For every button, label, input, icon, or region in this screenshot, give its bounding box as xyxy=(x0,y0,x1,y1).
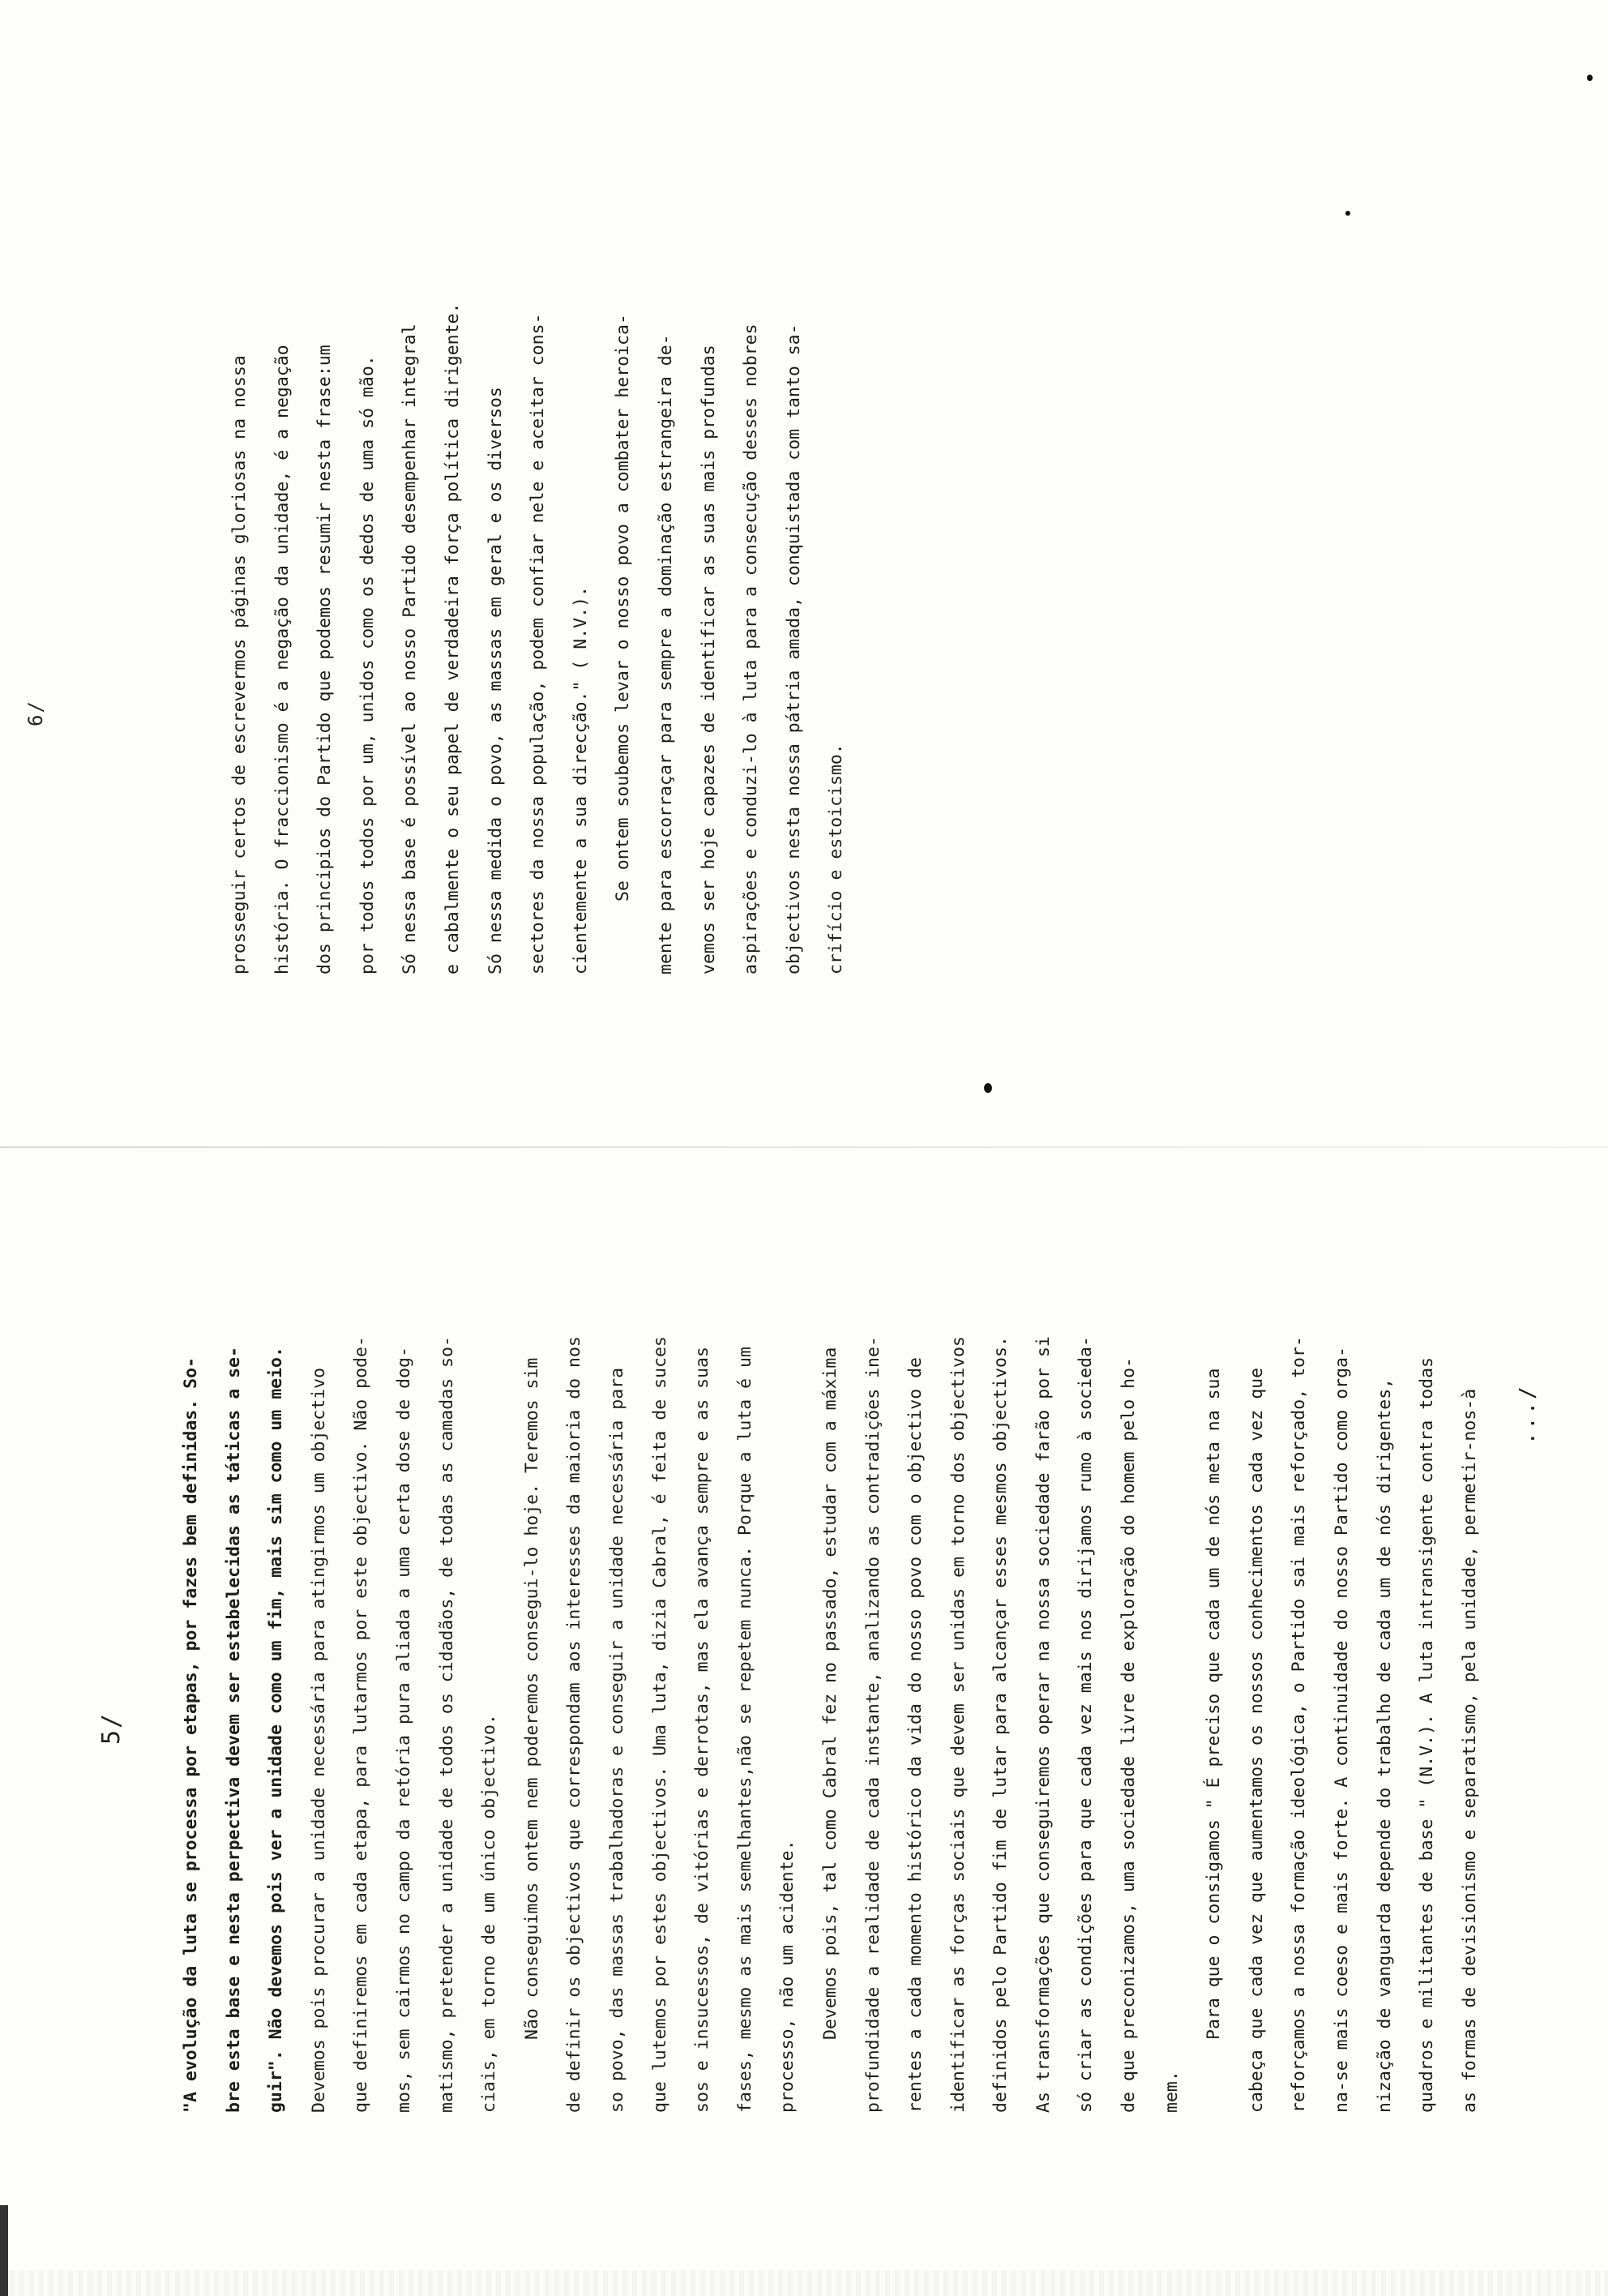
text-line: de que preconizamos, uma sociedade livre de exploração do homem pelo ho- xyxy=(1118,1357,1140,2113)
text-line: dos principios do Partido que podemos resumir nesta frase:um xyxy=(314,345,336,975)
text-line: objectivos nesta nossa pátria amada, conquistada com tanto sa- xyxy=(783,323,804,975)
text-line: mente para escorraçar para sempre a dominação estrangeira de- xyxy=(655,334,676,975)
text-line: so povo, das massas trabalhadoras e conseguir a unidade necessária para xyxy=(606,1367,627,2113)
scan-speck xyxy=(1587,75,1593,81)
text-line: cientemente a sua direcção." ( N.V.). xyxy=(570,586,591,975)
text-line: quadros e militantes de base " (N.V.). A luta intransigente contra todas xyxy=(1417,1357,1438,2113)
text-line: Só nessa medida o povo, as massas em geral e os diversos xyxy=(485,387,506,975)
text-line: Devemos pois procurar a unidade necessária para atingirmos um objectivo xyxy=(308,1367,329,2113)
text-line: "A evolução da luta se processa por etapas, por fazes bem definidas. So- xyxy=(181,1357,201,2113)
right-page-body xyxy=(219,303,858,975)
text-line: fases, mesmo as mais semelhantes,não se repetem nunca. Porque a luta é um xyxy=(734,1347,755,2113)
text-line: rentes a cada momento histórico da vida do nosso povo com o objectivo de xyxy=(905,1357,926,2113)
text-line: Só nessa base é possível ao nosso Partido desempenhar integral xyxy=(400,323,421,975)
text-line: crifício e estoicismo. xyxy=(826,743,847,975)
text-line: na-se mais coeso e mais forte. A continuidade do nosso Partido como orga- xyxy=(1332,1347,1353,2113)
text-line: Não conseguimos ontem nem poderemos consegui-lo hoje. Teremos sim xyxy=(521,1357,542,2040)
text-line: bre esta base e nesta perpectiva devem ser estabelecidas as táticas a se- xyxy=(223,1347,244,2113)
text-line: processo, não um acidente. xyxy=(777,1840,798,2113)
scan-speck xyxy=(984,1083,992,1093)
continued-mark: .../ xyxy=(1516,1384,1540,1445)
text-line: ciais, em torno de um único objectivo. xyxy=(479,1714,500,2113)
text-line: guir". Não devemos pois ver a unidade como um fim, mais sim como um meio. xyxy=(266,1347,287,2113)
page-fold xyxy=(0,1146,1608,1148)
text-line: de definir os objectivos que correspondam aos interesses da maioria do nos xyxy=(564,1336,585,2113)
text-line: Devemos pois, tal como Cabral fez no passado, estudar com a máxima xyxy=(819,1347,840,2040)
page-number-right: 6/ xyxy=(24,700,47,726)
text-line: por todos todos por um, unidos como os dedos de uma só mão. xyxy=(357,355,378,975)
text-line: profundidade a realidade de cada instante, analizando as contradições ine- xyxy=(862,1336,883,2113)
text-line: sectores da nossa população, podem confiar nele e aceitar cons- xyxy=(528,313,549,975)
text-line: as formas de devisionismo e separatismo, pela unidade, permetir-nos-à xyxy=(1459,1388,1480,2113)
text-line: sos e insucessos, de vitórias e derrotas, mas ela avança sempre e as suas xyxy=(692,1347,713,2113)
text-line: Se ontem soubemos levar o nosso povo a combater heroica- xyxy=(613,314,634,902)
text-line: cabeça que cada vez que aumentamos os nossos conhecimentos cada vez que xyxy=(1246,1367,1267,2113)
scan-edge xyxy=(0,2270,1608,2296)
text-line: identificar as forças sociais que devem ser unidas em torno dos objectivos xyxy=(947,1336,969,2113)
scan-edge-left xyxy=(0,2205,8,2296)
text-line: reforçamos a nossa formação ideológica, o Partido sai mais reforçado, tor- xyxy=(1289,1336,1310,2113)
text-line: matismo, pretender a unidade de todos os cidadãos, de todas as camadas so- xyxy=(436,1336,457,2113)
text-line: que definiremos em cada etapa, para lutarmos por este objectivo. Não pode- xyxy=(351,1336,372,2113)
text-line: definidos pelo Partido fim de lutar para alcançar esses mesmos objectivos. xyxy=(990,1336,1011,2113)
text-line: mos, sem cairmos no campo da retória pura aliada a uma certa dose de dog- xyxy=(393,1347,414,2113)
scan-speck xyxy=(1345,211,1350,216)
text-line: só criar as condições para que cada vez mais nos dirijamos rumo à socieda- xyxy=(1076,1336,1097,2113)
left-page-body xyxy=(170,1336,1491,2113)
text-line: história. O fraccionismo é a negação da unidade, é a negação xyxy=(272,345,293,975)
text-line: aspirações e conduzi-lo à luta para a consecução desses nobres xyxy=(741,323,762,975)
text-line: prosseguir certos de escrevermos páginas gloriosas na nossa xyxy=(229,355,250,975)
page-number-left: 5/ xyxy=(97,1711,126,1745)
text-line: Para que o consigamos " É preciso que cada um de nós meta na sua xyxy=(1204,1368,1225,2040)
text-line: vemos ser hoje capazes de identificar as suas mais profundas xyxy=(698,345,719,975)
text-line: nização de vanguarda depende do trabalho de cada um de nós dirigentes, xyxy=(1374,1377,1395,2113)
text-line: que lutemos por estes objectivos. Uma luta, dizia Cabral, é feita de suces xyxy=(649,1336,670,2113)
left-page xyxy=(0,1148,1608,2296)
text-line: mem. xyxy=(1161,2071,1182,2113)
text-line: e cabalmente o seu papel de verdadeira força política dirigente. xyxy=(442,302,463,975)
text-line: As transformações que conseguiremos operar na nossa sociedade farão por si xyxy=(1033,1336,1054,2113)
